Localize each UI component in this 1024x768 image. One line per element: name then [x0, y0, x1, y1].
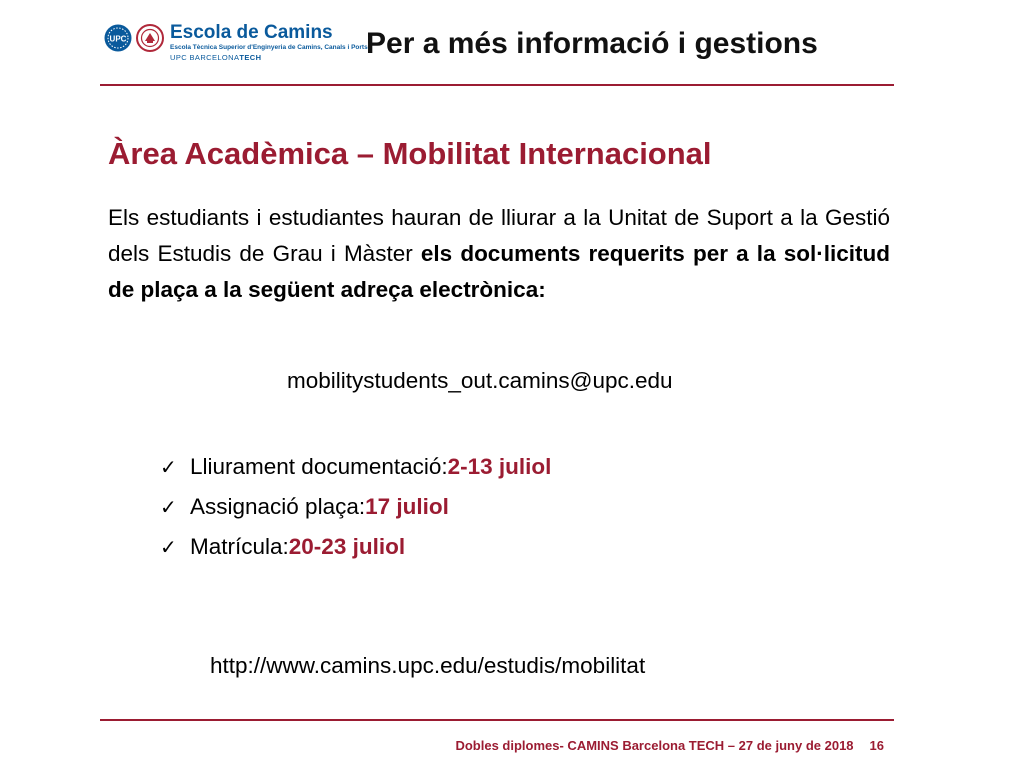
body-text-plain: Els estudiants i estudiantes hauran de lliurar a la Unitat de Suport a la Gestió dels Estudis de Grau i Màster	[108, 205, 890, 266]
footer-text: Dobles diplomes- CAMINS Barcelona TECH – 27 de juny de 2018	[455, 738, 854, 753]
checkmark-icon: ✓	[160, 456, 177, 479]
school-logo	[104, 22, 368, 64]
deadline-item	[160, 487, 551, 527]
footer	[455, 738, 884, 753]
mobility-url: http://www.camins.upc.edu/estudis/mobilitat	[210, 653, 646, 678]
deadline-value: 2-13 juliol	[447, 454, 552, 479]
school-seal-icon	[136, 24, 164, 52]
checkmark-icon: ✓	[160, 536, 177, 559]
contact-email: mobilitystudents_out.camins@upc.edu	[287, 368, 673, 393]
deadline-item	[160, 447, 551, 487]
svg-text:UPC: UPC	[109, 34, 127, 44]
deadline-value: 17 juliol	[365, 494, 449, 519]
logo-subtitle: Escola Tècnica Superior d'Enginyeria de Camins, Canals i Ports	[170, 44, 368, 51]
deadline-item	[160, 527, 551, 567]
logo-tagline: UPC BARCELONATECH	[170, 53, 262, 62]
checkmark-icon: ✓	[160, 496, 177, 519]
body-paragraph	[108, 200, 890, 308]
footer-divider	[100, 719, 894, 721]
header-divider	[100, 84, 894, 86]
page-number: 16	[869, 738, 884, 753]
deadline-label: Assignació plaça:	[190, 494, 366, 519]
deadline-value: 20-23 juliol	[288, 534, 406, 559]
deadline-label: Lliurament documentació:	[190, 454, 448, 479]
logo-name: Escola de Camins	[170, 22, 333, 43]
deadline-label: Matrícula:	[190, 534, 289, 559]
upc-seal-icon	[104, 24, 132, 52]
body-text-bold: els documents requerits per a la sol·licitud de plaça a la següent adreça electrònica:	[108, 241, 890, 302]
page-title: Per a més informació i gestions	[366, 27, 818, 60]
deadline-list	[160, 447, 551, 567]
section-title: Àrea Acadèmica – Mobilitat Internacional	[108, 136, 712, 171]
